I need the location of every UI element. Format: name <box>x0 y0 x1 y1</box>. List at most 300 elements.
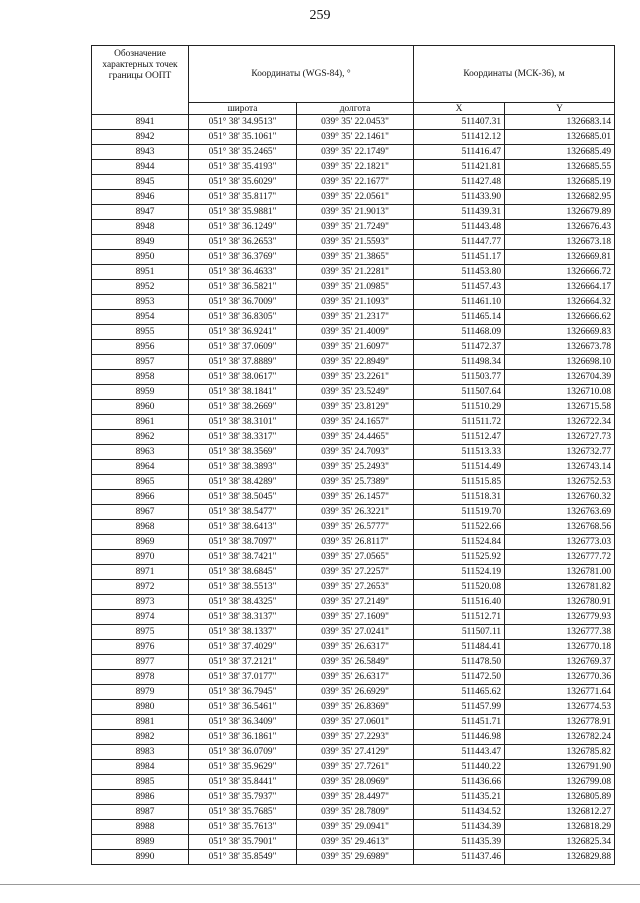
cell-longitude: 039° 35' 27.1609" <box>297 610 414 625</box>
table-row <box>92 340 615 355</box>
cell-point-id: 8942 <box>92 130 189 145</box>
table-row <box>92 580 615 595</box>
cell-point-id: 8957 <box>92 355 189 370</box>
cell-latitude: 051° 38' 36.4633" <box>189 265 297 280</box>
cell-y: 1326812.27 <box>505 805 615 820</box>
cell-latitude: 051° 38' 37.0177" <box>189 670 297 685</box>
cell-point-id: 8974 <box>92 610 189 625</box>
cell-point-id: 8967 <box>92 505 189 520</box>
cell-latitude: 051° 38' 38.4325" <box>189 595 297 610</box>
cell-latitude: 051° 38' 36.3409" <box>189 715 297 730</box>
cell-longitude: 039° 35' 26.3221" <box>297 505 414 520</box>
cell-y: 1326743.14 <box>505 460 615 475</box>
subheader-x: X <box>414 103 505 115</box>
cell-longitude: 039° 35' 27.7261" <box>297 760 414 775</box>
cell-x: 511507.11 <box>414 625 505 640</box>
cell-point-id: 8980 <box>92 700 189 715</box>
cell-longitude: 039° 35' 26.8369" <box>297 700 414 715</box>
cell-latitude: 051° 38' 35.7613" <box>189 820 297 835</box>
cell-latitude: 051° 38' 38.6413" <box>189 520 297 535</box>
cell-x: 511510.29 <box>414 400 505 415</box>
cell-x: 511443.47 <box>414 745 505 760</box>
cell-longitude: 039° 35' 25.7389" <box>297 475 414 490</box>
cell-latitude: 051° 38' 36.0709" <box>189 745 297 760</box>
cell-x: 511453.80 <box>414 265 505 280</box>
cell-x: 511435.21 <box>414 790 505 805</box>
cell-x: 511519.70 <box>414 505 505 520</box>
cell-latitude: 051° 38' 36.9241" <box>189 325 297 340</box>
cell-latitude: 051° 38' 37.2121" <box>189 655 297 670</box>
table-row <box>92 505 615 520</box>
cell-longitude: 039° 35' 21.4009" <box>297 325 414 340</box>
table-row <box>92 850 615 865</box>
cell-longitude: 039° 35' 21.2281" <box>297 265 414 280</box>
cell-longitude: 039° 35' 23.8129" <box>297 400 414 415</box>
cell-y: 1326664.32 <box>505 295 615 310</box>
cell-latitude: 051° 38' 37.8889" <box>189 355 297 370</box>
cell-latitude: 051° 38' 35.8549" <box>189 850 297 865</box>
cell-x: 511447.77 <box>414 235 505 250</box>
cell-y: 1326799.08 <box>505 775 615 790</box>
cell-point-id: 8960 <box>92 400 189 415</box>
cell-point-id: 8989 <box>92 835 189 850</box>
table-row <box>92 790 615 805</box>
cell-longitude: 039° 35' 22.0561" <box>297 190 414 205</box>
cell-point-id: 8951 <box>92 265 189 280</box>
cell-x: 511484.41 <box>414 640 505 655</box>
cell-latitude: 051° 38' 36.1249" <box>189 220 297 235</box>
cell-x: 511440.22 <box>414 760 505 775</box>
cell-y: 1326685.49 <box>505 145 615 160</box>
cell-x: 511461.10 <box>414 295 505 310</box>
cell-longitude: 039° 35' 24.7093" <box>297 445 414 460</box>
cell-longitude: 039° 35' 27.2653" <box>297 580 414 595</box>
cell-x: 511434.52 <box>414 805 505 820</box>
cell-point-id: 8982 <box>92 730 189 745</box>
cell-x: 511437.46 <box>414 850 505 865</box>
cell-latitude: 051° 38' 35.7685" <box>189 805 297 820</box>
cell-x: 511524.84 <box>414 535 505 550</box>
cell-latitude: 051° 38' 35.9881" <box>189 205 297 220</box>
cell-point-id: 8955 <box>92 325 189 340</box>
cell-latitude: 051° 38' 38.1337" <box>189 625 297 640</box>
cell-x: 511465.14 <box>414 310 505 325</box>
cell-y: 1326666.72 <box>505 265 615 280</box>
cell-x: 511457.99 <box>414 700 505 715</box>
cell-x: 511515.85 <box>414 475 505 490</box>
cell-latitude: 051° 38' 36.2653" <box>189 235 297 250</box>
cell-point-id: 8987 <box>92 805 189 820</box>
cell-latitude: 051° 38' 38.0617" <box>189 370 297 385</box>
cell-y: 1326698.10 <box>505 355 615 370</box>
table-row <box>92 280 615 295</box>
cell-longitude: 039° 35' 27.2257" <box>297 565 414 580</box>
table-row <box>92 820 615 835</box>
cell-point-id: 8952 <box>92 280 189 295</box>
cell-longitude: 039° 35' 29.0941" <box>297 820 414 835</box>
cell-latitude: 051° 38' 38.3893" <box>189 460 297 475</box>
cell-y: 1326676.43 <box>505 220 615 235</box>
cell-longitude: 039° 35' 21.9013" <box>297 205 414 220</box>
cell-x: 511468.09 <box>414 325 505 340</box>
table-row <box>92 220 615 235</box>
cell-point-id: 8990 <box>92 850 189 865</box>
cell-y: 1326685.01 <box>505 130 615 145</box>
cell-latitude: 051° 38' 36.8305" <box>189 310 297 325</box>
cell-longitude: 039° 35' 23.2261" <box>297 370 414 385</box>
cell-x: 511421.81 <box>414 160 505 175</box>
table-row <box>92 685 615 700</box>
cell-y: 1326777.72 <box>505 550 615 565</box>
cell-point-id: 8983 <box>92 745 189 760</box>
cell-point-id: 8969 <box>92 535 189 550</box>
cell-point-id: 8964 <box>92 460 189 475</box>
table-row <box>92 625 615 640</box>
cell-latitude: 051° 38' 37.0609" <box>189 340 297 355</box>
cell-x: 511507.64 <box>414 385 505 400</box>
cell-y: 1326785.82 <box>505 745 615 760</box>
table-row <box>92 145 615 160</box>
cell-x: 511511.72 <box>414 415 505 430</box>
cell-latitude: 051° 38' 38.7097" <box>189 535 297 550</box>
cell-y: 1326768.56 <box>505 520 615 535</box>
table-row <box>92 640 615 655</box>
cell-y: 1326778.91 <box>505 715 615 730</box>
cell-y: 1326679.89 <box>505 205 615 220</box>
table-row <box>92 250 615 265</box>
cell-x: 511513.33 <box>414 445 505 460</box>
cell-y: 1326777.38 <box>505 625 615 640</box>
coordinates-table <box>91 45 615 865</box>
header-point-id: Обозначение характерных точек границы ООПТ <box>92 46 189 115</box>
cell-y: 1326770.18 <box>505 640 615 655</box>
table-row <box>92 730 615 745</box>
cell-longitude: 039° 35' 26.6317" <box>297 640 414 655</box>
table-row <box>92 610 615 625</box>
cell-point-id: 8956 <box>92 340 189 355</box>
cell-y: 1326685.55 <box>505 160 615 175</box>
cell-longitude: 039° 35' 21.7249" <box>297 220 414 235</box>
cell-y: 1326727.73 <box>505 430 615 445</box>
table-row <box>92 370 615 385</box>
cell-point-id: 8941 <box>92 115 189 130</box>
cell-longitude: 039° 35' 28.7809" <box>297 805 414 820</box>
cell-y: 1326781.82 <box>505 580 615 595</box>
cell-latitude: 051° 38' 38.4289" <box>189 475 297 490</box>
cell-longitude: 039° 35' 26.5777" <box>297 520 414 535</box>
table-row <box>92 655 615 670</box>
cell-point-id: 8958 <box>92 370 189 385</box>
table-row <box>92 475 615 490</box>
subheader-y: Y <box>505 103 615 115</box>
cell-point-id: 8945 <box>92 175 189 190</box>
cell-point-id: 8944 <box>92 160 189 175</box>
cell-y: 1326732.77 <box>505 445 615 460</box>
cell-point-id: 8968 <box>92 520 189 535</box>
cell-latitude: 051° 38' 38.3101" <box>189 415 297 430</box>
cell-latitude: 051° 38' 38.6845" <box>189 565 297 580</box>
cell-latitude: 051° 38' 38.5477" <box>189 505 297 520</box>
cell-longitude: 039° 35' 21.0985" <box>297 280 414 295</box>
table-row <box>92 400 615 415</box>
table-row <box>92 715 615 730</box>
cell-y: 1326666.62 <box>505 310 615 325</box>
table-row <box>92 235 615 250</box>
cell-latitude: 051° 38' 37.4029" <box>189 640 297 655</box>
page-bottom-rule <box>0 884 640 885</box>
cell-y: 1326774.53 <box>505 700 615 715</box>
cell-latitude: 051° 38' 35.4193" <box>189 160 297 175</box>
cell-x: 511516.40 <box>414 595 505 610</box>
cell-latitude: 051° 38' 38.5045" <box>189 490 297 505</box>
table-row <box>92 550 615 565</box>
cell-x: 511451.71 <box>414 715 505 730</box>
cell-x: 511407.31 <box>414 115 505 130</box>
cell-latitude: 051° 38' 38.3137" <box>189 610 297 625</box>
cell-longitude: 039° 35' 26.5849" <box>297 655 414 670</box>
cell-y: 1326771.64 <box>505 685 615 700</box>
cell-x: 511514.49 <box>414 460 505 475</box>
cell-latitude: 051° 38' 36.1861" <box>189 730 297 745</box>
cell-x: 511465.62 <box>414 685 505 700</box>
cell-longitude: 039° 35' 28.4497" <box>297 790 414 805</box>
table-row <box>92 775 615 790</box>
cell-latitude: 051° 38' 38.5513" <box>189 580 297 595</box>
cell-point-id: 8959 <box>92 385 189 400</box>
header-wgs84: Координаты (WGS-84), ° <box>189 46 414 103</box>
table-row <box>92 700 615 715</box>
cell-latitude: 051° 38' 38.1841" <box>189 385 297 400</box>
cell-y: 1326722.34 <box>505 415 615 430</box>
cell-longitude: 039° 35' 21.6097" <box>297 340 414 355</box>
cell-longitude: 039° 35' 21.2317" <box>297 310 414 325</box>
cell-x: 511525.92 <box>414 550 505 565</box>
table-row <box>92 175 615 190</box>
cell-point-id: 8971 <box>92 565 189 580</box>
table-row <box>92 760 615 775</box>
cell-point-id: 8973 <box>92 595 189 610</box>
cell-point-id: 8972 <box>92 580 189 595</box>
cell-x: 511439.31 <box>414 205 505 220</box>
subheader-latitude: широта <box>189 103 297 115</box>
cell-latitude: 051° 38' 38.2669" <box>189 400 297 415</box>
cell-longitude: 039° 35' 22.1749" <box>297 145 414 160</box>
cell-longitude: 039° 35' 27.2293" <box>297 730 414 745</box>
table-row <box>92 160 615 175</box>
cell-x: 511512.71 <box>414 610 505 625</box>
cell-y: 1326763.69 <box>505 505 615 520</box>
cell-latitude: 051° 38' 38.3317" <box>189 430 297 445</box>
cell-x: 511522.66 <box>414 520 505 535</box>
cell-longitude: 039° 35' 27.0241" <box>297 625 414 640</box>
cell-y: 1326715.58 <box>505 400 615 415</box>
cell-point-id: 8965 <box>92 475 189 490</box>
cell-x: 511433.90 <box>414 190 505 205</box>
cell-point-id: 8979 <box>92 685 189 700</box>
cell-latitude: 051° 38' 34.9513" <box>189 115 297 130</box>
cell-longitude: 039° 35' 24.1657" <box>297 415 414 430</box>
table-row <box>92 115 615 130</box>
cell-y: 1326780.91 <box>505 595 615 610</box>
table-row <box>92 835 615 850</box>
cell-latitude: 051° 38' 35.1061" <box>189 130 297 145</box>
table-row <box>92 430 615 445</box>
table-row <box>92 130 615 145</box>
cell-x: 511512.47 <box>414 430 505 445</box>
cell-point-id: 8984 <box>92 760 189 775</box>
cell-longitude: 039° 35' 26.8117" <box>297 535 414 550</box>
cell-longitude: 039° 35' 21.3865" <box>297 250 414 265</box>
table-row <box>92 295 615 310</box>
cell-latitude: 051° 38' 38.3569" <box>189 445 297 460</box>
cell-x: 511520.08 <box>414 580 505 595</box>
cell-y: 1326673.18 <box>505 235 615 250</box>
cell-point-id: 8970 <box>92 550 189 565</box>
cell-latitude: 051° 38' 35.8441" <box>189 775 297 790</box>
cell-point-id: 8963 <box>92 445 189 460</box>
table-row <box>92 265 615 280</box>
table-row <box>92 385 615 400</box>
cell-longitude: 039° 35' 29.6989" <box>297 850 414 865</box>
cell-latitude: 051° 38' 36.7009" <box>189 295 297 310</box>
cell-point-id: 8966 <box>92 490 189 505</box>
cell-x: 511472.50 <box>414 670 505 685</box>
table-row <box>92 535 615 550</box>
header-msk36: Координаты (МСК-36), м <box>414 46 615 103</box>
cell-point-id: 8976 <box>92 640 189 655</box>
table-row <box>92 745 615 760</box>
cell-x: 511427.48 <box>414 175 505 190</box>
cell-point-id: 8946 <box>92 190 189 205</box>
cell-point-id: 8978 <box>92 670 189 685</box>
cell-point-id: 8985 <box>92 775 189 790</box>
cell-longitude: 039° 35' 22.1821" <box>297 160 414 175</box>
cell-longitude: 039° 35' 27.2149" <box>297 595 414 610</box>
cell-latitude: 051° 38' 35.7901" <box>189 835 297 850</box>
cell-point-id: 8962 <box>92 430 189 445</box>
cell-y: 1326760.32 <box>505 490 615 505</box>
cell-latitude: 051° 38' 36.5461" <box>189 700 297 715</box>
cell-y: 1326769.37 <box>505 655 615 670</box>
cell-x: 511503.77 <box>414 370 505 385</box>
cell-y: 1326752.53 <box>505 475 615 490</box>
cell-longitude: 039° 35' 26.6317" <box>297 670 414 685</box>
cell-longitude: 039° 35' 27.4129" <box>297 745 414 760</box>
table-row <box>92 460 615 475</box>
cell-longitude: 039° 35' 28.0969" <box>297 775 414 790</box>
table-row <box>92 670 615 685</box>
cell-latitude: 051° 38' 36.5821" <box>189 280 297 295</box>
cell-point-id: 8950 <box>92 250 189 265</box>
cell-y: 1326664.17 <box>505 280 615 295</box>
cell-y: 1326673.78 <box>505 340 615 355</box>
cell-y: 1326805.89 <box>505 790 615 805</box>
cell-x: 511416.47 <box>414 145 505 160</box>
cell-y: 1326669.83 <box>505 325 615 340</box>
table-row <box>92 355 615 370</box>
cell-longitude: 039° 35' 26.1457" <box>297 490 414 505</box>
table-body <box>92 115 615 865</box>
cell-point-id: 8961 <box>92 415 189 430</box>
cell-point-id: 8954 <box>92 310 189 325</box>
cell-x: 511524.19 <box>414 565 505 580</box>
table-row <box>92 415 615 430</box>
cell-y: 1326770.36 <box>505 670 615 685</box>
cell-y: 1326825.34 <box>505 835 615 850</box>
cell-point-id: 8988 <box>92 820 189 835</box>
cell-point-id: 8975 <box>92 625 189 640</box>
cell-y: 1326782.24 <box>505 730 615 745</box>
cell-y: 1326669.81 <box>505 250 615 265</box>
cell-y: 1326818.29 <box>505 820 615 835</box>
cell-x: 511436.66 <box>414 775 505 790</box>
cell-y: 1326773.03 <box>505 535 615 550</box>
cell-longitude: 039° 35' 22.0453" <box>297 115 414 130</box>
table-row <box>92 310 615 325</box>
cell-latitude: 051° 38' 35.6029" <box>189 175 297 190</box>
cell-y: 1326781.00 <box>505 565 615 580</box>
cell-point-id: 8981 <box>92 715 189 730</box>
cell-latitude: 051° 38' 36.3769" <box>189 250 297 265</box>
cell-x: 511412.12 <box>414 130 505 145</box>
cell-longitude: 039° 35' 21.1093" <box>297 295 414 310</box>
subheader-longitude: долгота <box>297 103 414 115</box>
cell-x: 511451.17 <box>414 250 505 265</box>
cell-longitude: 039° 35' 22.1461" <box>297 130 414 145</box>
table-row <box>92 520 615 535</box>
cell-point-id: 8947 <box>92 205 189 220</box>
cell-latitude: 051° 38' 35.9629" <box>189 760 297 775</box>
cell-y: 1326779.93 <box>505 610 615 625</box>
table-row <box>92 595 615 610</box>
cell-y: 1326685.19 <box>505 175 615 190</box>
cell-longitude: 039° 35' 23.5249" <box>297 385 414 400</box>
cell-latitude: 051° 38' 35.2465" <box>189 145 297 160</box>
table-row <box>92 205 615 220</box>
table-row <box>92 325 615 340</box>
page-number: 259 <box>309 8 331 23</box>
cell-longitude: 039° 35' 29.4613" <box>297 835 414 850</box>
cell-y: 1326682.95 <box>505 190 615 205</box>
cell-latitude: 051° 38' 38.7421" <box>189 550 297 565</box>
cell-longitude: 039° 35' 25.2493" <box>297 460 414 475</box>
cell-x: 511457.43 <box>414 280 505 295</box>
cell-point-id: 8977 <box>92 655 189 670</box>
cell-x: 511518.31 <box>414 490 505 505</box>
cell-x: 511446.98 <box>414 730 505 745</box>
table-row <box>92 445 615 460</box>
cell-x: 511498.34 <box>414 355 505 370</box>
cell-longitude: 039° 35' 22.8949" <box>297 355 414 370</box>
table-row <box>92 490 615 505</box>
table-row <box>92 565 615 580</box>
cell-longitude: 039° 35' 24.4465" <box>297 430 414 445</box>
cell-longitude: 039° 35' 22.1677" <box>297 175 414 190</box>
cell-latitude: 051° 38' 36.7945" <box>189 685 297 700</box>
cell-point-id: 8986 <box>92 790 189 805</box>
cell-longitude: 039° 35' 27.0565" <box>297 550 414 565</box>
cell-point-id: 8949 <box>92 235 189 250</box>
cell-y: 1326829.88 <box>505 850 615 865</box>
cell-y: 1326710.08 <box>505 385 615 400</box>
cell-x: 511435.39 <box>414 835 505 850</box>
cell-x: 511443.48 <box>414 220 505 235</box>
cell-longitude: 039° 35' 26.6929" <box>297 685 414 700</box>
cell-y: 1326791.90 <box>505 760 615 775</box>
cell-point-id: 8953 <box>92 295 189 310</box>
cell-latitude: 051° 38' 35.7937" <box>189 790 297 805</box>
cell-x: 511434.39 <box>414 820 505 835</box>
